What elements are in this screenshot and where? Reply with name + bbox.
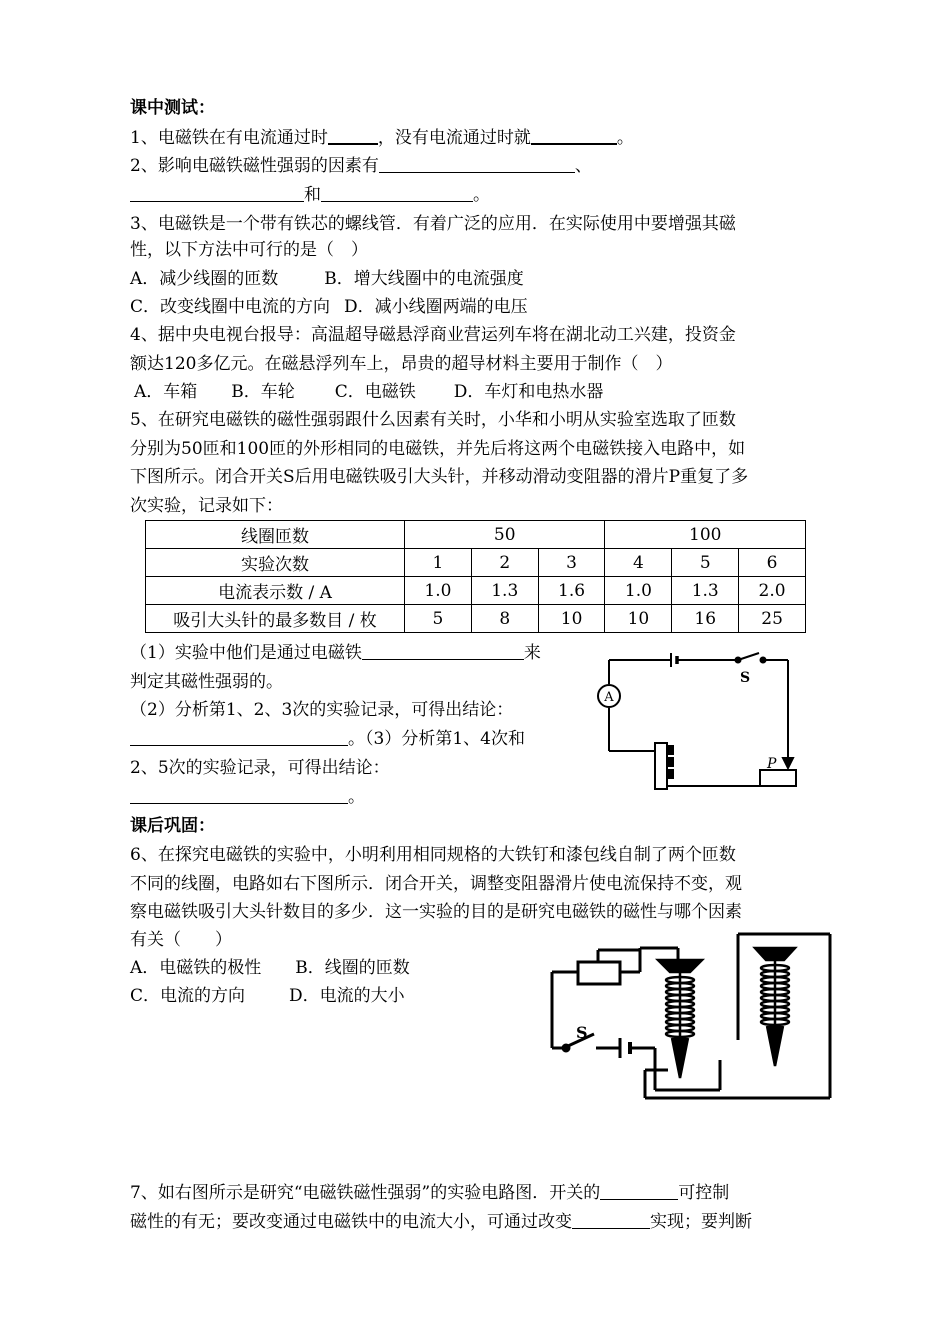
table-cell-group-50: 50 bbox=[405, 521, 605, 549]
q3-line-1: 3、电磁铁是一个带有铁芯的螺线管．有着广泛的应用．在实际使用中要增强其磁 bbox=[130, 214, 736, 234]
table-row-turns bbox=[146, 521, 806, 549]
q5-sub2-answer bbox=[130, 729, 525, 749]
question-1 bbox=[130, 127, 634, 148]
q4-option-b[interactable]: B．车轮 bbox=[231, 382, 295, 402]
section-title-in-class: 课中测试： bbox=[130, 98, 215, 118]
q6-switch-label: S bbox=[576, 1023, 588, 1042]
nail-coil-2 bbox=[755, 948, 795, 1066]
q2-blank-2[interactable] bbox=[130, 185, 304, 202]
q5-sub1 bbox=[130, 643, 541, 663]
rheostat bbox=[760, 770, 796, 786]
q2-text-b: 、 bbox=[574, 156, 592, 176]
table-cell: 2.0 bbox=[739, 577, 806, 605]
table-cell: 8 bbox=[471, 605, 538, 633]
q3-option-d[interactable]: D．减小线圈两端的电压 bbox=[344, 297, 528, 317]
q6-option-d[interactable]: D．电流的大小 bbox=[289, 986, 405, 1006]
table-cell: 25 bbox=[739, 605, 806, 633]
q1-text-c: 。 bbox=[616, 128, 634, 148]
q2-text-d: 。 bbox=[473, 185, 490, 205]
q5-sub1-text-a: （1）实验中他们是通过电磁铁 bbox=[130, 643, 362, 663]
table-row-trials bbox=[146, 549, 806, 577]
q6-option-a[interactable]: A．电磁铁的极性 bbox=[130, 958, 262, 978]
q4-option-d[interactable]: D．车灯和电热水器 bbox=[453, 382, 604, 402]
q5-blank-2[interactable] bbox=[130, 729, 348, 746]
q3-option-a[interactable]: A．减少线圈的匝数 bbox=[130, 269, 279, 289]
question-7-line-2 bbox=[130, 1212, 752, 1232]
q5-line-4: 次实验，记录如下： bbox=[130, 496, 283, 516]
nail-coil-1 bbox=[658, 960, 702, 1078]
q4-line-2: 额达120多亿元。在磁悬浮列车上，昂贵的超导材料主要用于制作（ ） bbox=[130, 354, 673, 374]
q7-text-c: 磁性的有无；要改变通过电磁铁中的电流大小，可通过改变 bbox=[130, 1212, 572, 1232]
table-cell: 6 bbox=[739, 549, 806, 577]
q7-blank-2[interactable] bbox=[572, 1212, 650, 1229]
q5-line-3: 下图所示。闭合开关S后用电磁铁吸引大头针，并移动滑动变阻器的滑片P重复了多 bbox=[130, 467, 749, 487]
section-title-after-class: 课后巩固： bbox=[130, 816, 215, 836]
table-cell: 16 bbox=[672, 605, 739, 633]
q3-options-row-2 bbox=[130, 297, 528, 317]
table-header-current: 电流表示数 / A bbox=[146, 577, 405, 605]
q6-option-c[interactable]: C．电流的方向 bbox=[130, 986, 246, 1006]
q4-option-a[interactable]: A．车箱 bbox=[134, 382, 198, 402]
table-cell: 1.0 bbox=[605, 577, 672, 605]
table-cell: 1.3 bbox=[672, 577, 739, 605]
q6-options-row-2 bbox=[130, 986, 405, 1006]
q6-rheostat bbox=[578, 962, 620, 984]
q1-text-a: 1、电磁铁在有电流通过时 bbox=[130, 128, 328, 148]
switch-lever bbox=[738, 653, 759, 660]
q5-circuit-diagram bbox=[595, 648, 805, 796]
q5-sub1-text-b: 来 bbox=[523, 643, 541, 663]
table-cell: 4 bbox=[605, 549, 672, 577]
ammeter-label: A bbox=[604, 690, 614, 705]
q5-sub3-line-2: 2、5次的实验记录，可得出结论： bbox=[130, 758, 390, 778]
table-cell: 1 bbox=[405, 549, 472, 577]
q5-sub3-text-a: 。（3）分析第1、4次和 bbox=[348, 729, 525, 749]
q1-blank-2[interactable] bbox=[531, 127, 617, 145]
electromagnet-core bbox=[655, 743, 667, 789]
table-header-turns: 线圈匝数 bbox=[146, 521, 405, 549]
q5-blank-1[interactable] bbox=[362, 643, 524, 660]
q7-blank-1[interactable] bbox=[600, 1183, 678, 1200]
slider-arrow bbox=[783, 758, 793, 768]
question-2-line-2 bbox=[130, 185, 490, 205]
table-header-pins: 吸引大头针的最多数目 / 枚 bbox=[146, 605, 405, 633]
table-cell: 1.3 bbox=[471, 577, 538, 605]
q6-line-3: 察电磁铁吸引大头针数目的多少．这一实验的目的是研究电磁铁的磁性与哪个因素 bbox=[130, 902, 742, 922]
slider-label: P bbox=[767, 756, 777, 772]
q1-blank-1[interactable] bbox=[328, 127, 378, 145]
q5-line-1: 5、在研究电磁铁的磁性强弱跟什么因素有关时，小华和小明从实验室选取了匝数 bbox=[130, 410, 736, 430]
question-7-line-1 bbox=[130, 1183, 729, 1203]
q6-line-2: 不同的线圈，电路如右下图所示．闭合开关，调整变阻器滑片使电流保持不变，观 bbox=[130, 874, 742, 894]
q6-option-b[interactable]: B．线圈的匝数 bbox=[295, 958, 410, 978]
q3-option-b[interactable]: B．增大线圈中的电流强度 bbox=[324, 269, 524, 289]
q2-text-a: 2、影响电磁铁磁性强弱的因素有 bbox=[130, 156, 379, 176]
table-cell: 3 bbox=[538, 549, 605, 577]
q4-option-c[interactable]: C．电磁铁 bbox=[334, 382, 416, 402]
table-cell: 5 bbox=[405, 605, 472, 633]
table-cell: 10 bbox=[538, 605, 605, 633]
q7-text-b: 可控制 bbox=[678, 1183, 730, 1203]
q4-options bbox=[134, 382, 603, 402]
q1-text-b: ，没有电流通过时就 bbox=[377, 128, 531, 148]
switch-label: S bbox=[740, 670, 751, 686]
q5-blank-3[interactable] bbox=[130, 787, 348, 804]
q6-line-1: 6、在探究电磁铁的实验中，小明利用相同规格的大铁钉和漆包线自制了两个匝数 bbox=[130, 845, 736, 865]
table-cell: 2 bbox=[471, 549, 538, 577]
table-cell-group-100: 100 bbox=[605, 521, 806, 549]
table-row-pins bbox=[146, 605, 806, 633]
table-cell: 5 bbox=[672, 549, 739, 577]
q4-line-1: 4、据中央电视台报导：高温超导磁悬浮商业营运列车将在湖北动工兴建，投资金 bbox=[130, 325, 736, 345]
table-cell: 1.6 bbox=[538, 577, 605, 605]
q2-blank-3[interactable] bbox=[321, 185, 473, 202]
table-cell: 1.0 bbox=[405, 577, 472, 605]
question-2 bbox=[130, 156, 592, 176]
experiment-record-table bbox=[145, 520, 806, 633]
q2-blank-1[interactable] bbox=[379, 156, 575, 173]
q3-option-c[interactable]: C．改变线圈中电流的方向 bbox=[130, 297, 331, 317]
table-header-trials: 实验次数 bbox=[146, 549, 405, 577]
q2-text-c: 和 bbox=[304, 185, 321, 205]
table-cell: 10 bbox=[605, 605, 672, 633]
q3-options-row-1 bbox=[130, 269, 524, 289]
q5-line-2: 分别为50匝和100匝的外形相同的电磁铁，并先后将这两个电磁铁接入电路中，如 bbox=[130, 439, 746, 459]
q7-text-d: 实现；要判断 bbox=[650, 1212, 752, 1232]
q5-sub2: （2）分析第1、2、3次的实验记录，可得出结论： bbox=[130, 700, 514, 720]
q5-sub1-line-2: 判定其磁性强弱的。 bbox=[130, 672, 283, 692]
q5-sub3-answer bbox=[130, 787, 365, 807]
q6-line-4: 有关（ ） bbox=[130, 930, 232, 950]
q5-sub3-end: 。 bbox=[348, 787, 365, 807]
q6-circuit-diagram bbox=[540, 930, 835, 1105]
q7-text-a: 7、如右图所示是研究“电磁铁磁性强弱”的实验电路图．开关的 bbox=[130, 1183, 601, 1203]
q3-line-2: 性，以下方法中可行的是（ ） bbox=[130, 240, 368, 260]
table-row-current bbox=[146, 577, 806, 605]
q6-options-row-1 bbox=[130, 958, 410, 978]
